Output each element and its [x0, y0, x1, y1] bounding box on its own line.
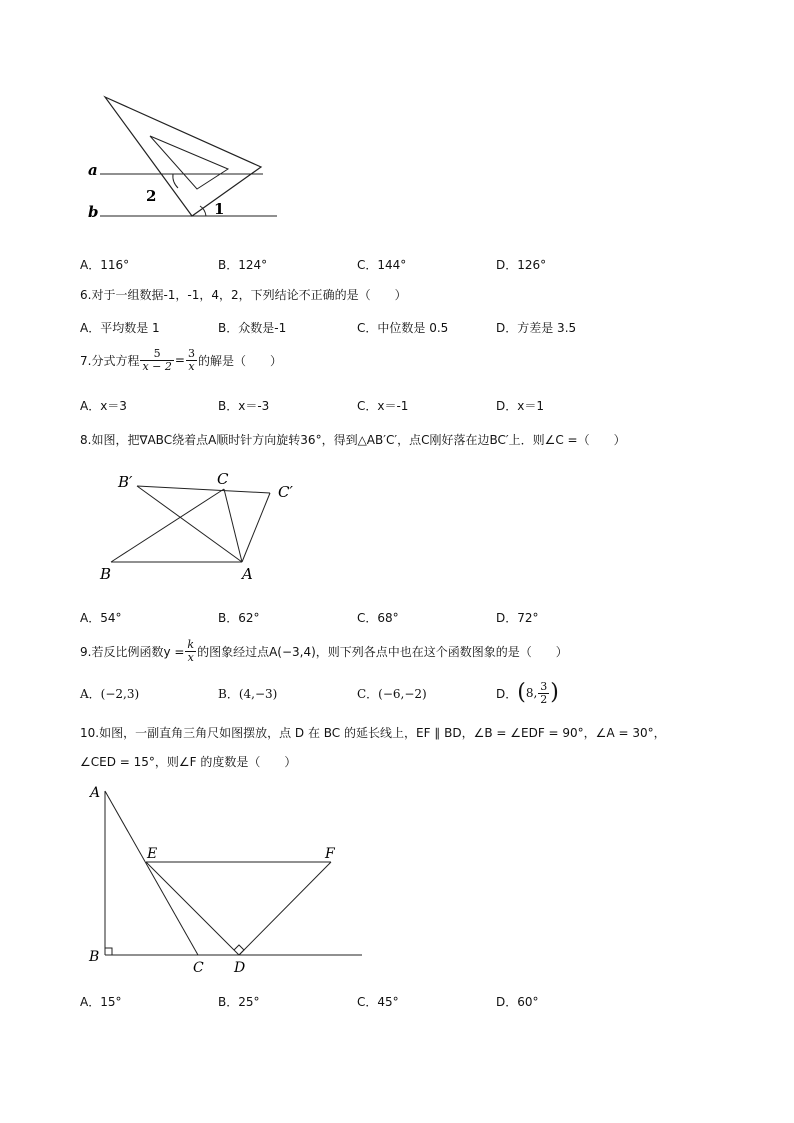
q10-option-c: C．45° [357, 995, 399, 1009]
q9-stem [80, 636, 568, 666]
q8-option-c: C．68° [357, 611, 399, 625]
label-1: 1 [214, 200, 225, 218]
q7-fraction-2-denominator: x [188, 359, 195, 373]
label-D: D [234, 960, 246, 976]
q9-option-d-denominator: 2 [540, 692, 548, 706]
q9-option-c: C．(−6,−2) [357, 687, 427, 701]
label-C: C [193, 960, 204, 976]
q7-fraction-1-denominator: x − 2 [142, 359, 172, 373]
triangle-ruler-inner [150, 136, 228, 189]
q5-figure [80, 90, 290, 230]
q7-option-a: A．x＝3 [80, 399, 127, 413]
q10-stem-line-2: ∠CED = 15°，则∠F 的度数是（ ） [80, 755, 297, 769]
q5-option-a: A．116° [80, 258, 130, 272]
q9-option-d-rparen: ) [550, 680, 559, 705]
label-C: C [217, 470, 229, 488]
right-angle-mark-D [234, 945, 244, 955]
q9-option-d-fraction [538, 681, 549, 706]
segment-B-C [111, 489, 224, 562]
label-b: b [88, 203, 99, 221]
q10-figure [80, 778, 380, 988]
segment-A-C [105, 791, 198, 955]
q7-option-c: C．x＝-1 [357, 399, 409, 413]
q9-option-b: B．(4,−3) [218, 687, 278, 701]
q7-option-b: B．x＝-3 [218, 399, 270, 413]
q8-option-a: A．54° [80, 611, 122, 625]
q8-option-d: D．72° [496, 611, 539, 625]
q9-option-d-x: 8, [525, 686, 538, 700]
q9-suffix: 的图象经过点A(−3,4)，则下列各点中也在这个函数图象的是（ ） [197, 644, 568, 659]
q7-fraction-2 [186, 348, 197, 373]
q9-option-d-prefix: D． [496, 686, 518, 701]
label-F: F [325, 846, 335, 862]
q10-stem-line-1: 10.如图，一副直角三角尺如图摆放，点 D 在 BC 的延长线上，EF ∥ BD，∠B = ∠EDF = 90°，∠A = 30°， [80, 726, 666, 740]
q8-option-b: B．62° [218, 611, 260, 625]
q7-equals: = [174, 353, 185, 367]
q6-option-b: B．众数是-1 [218, 321, 287, 335]
q7-suffix: 的解是（ ） [197, 353, 282, 368]
label-B-prime: B′ [118, 473, 133, 491]
q7-fraction-2-numerator: 3 [187, 346, 195, 360]
q7-stem [80, 345, 282, 375]
q6-option-c: C．中位数是 0.5 [357, 321, 449, 335]
label-A: A [90, 785, 101, 801]
q7-option-d: D．x＝1 [496, 399, 544, 413]
angle-2-arc [173, 174, 178, 188]
label-C-prime: C′ [278, 483, 293, 501]
label-B: B [100, 565, 112, 583]
triangle-ruler-outer [105, 97, 261, 216]
q10-option-b: B．25° [218, 995, 260, 1009]
q5-option-b: B．124° [218, 258, 268, 272]
q9-option-d [496, 676, 559, 710]
q10-option-d: D．60° [496, 995, 539, 1009]
q8-figure [90, 465, 320, 585]
label-A: A [242, 565, 253, 583]
q9-fraction-numerator: k [187, 637, 195, 651]
q5-option-d: D．126° [496, 258, 547, 272]
label-a: a [88, 161, 98, 179]
q5-option-c: C．144° [357, 258, 407, 272]
segment-E-D [146, 862, 239, 955]
q9-prefix: 9.若反比例函数y = [80, 644, 185, 659]
q6-option-d: D．方差是 3.5 [496, 321, 577, 335]
q10-option-a: A．15° [80, 995, 122, 1009]
q7-fraction-1 [140, 348, 173, 373]
label-E: E [147, 846, 158, 862]
segment-F-D [239, 862, 331, 955]
q7-fraction-1-numerator: 5 [140, 348, 173, 361]
q9-option-d-lparen: ( [517, 680, 526, 705]
q6-stem: 6.对于一组数据-1，-1，4，2，下列结论不正确的是（ ） [80, 288, 407, 302]
right-angle-mark-B [105, 948, 112, 955]
segment-C1-A [242, 493, 270, 562]
q9-fraction-denominator: x [187, 650, 194, 664]
label-2: 2 [146, 187, 157, 205]
q9-option-a: A．(−2,3) [80, 687, 140, 701]
q6-option-a: A．平均数是 1 [80, 321, 160, 335]
q9-option-d-numerator: 3 [540, 679, 548, 693]
label-B: B [89, 949, 100, 965]
q7-prefix: 7.分式方程 [80, 353, 140, 368]
q8-stem: 8.如图，把∇ABC绕着点A顺时针方向旋转36°，得到△AB′C′，点C刚好落在边BC′上．则∠C =（ ） [80, 433, 626, 447]
segment-B1-C1 [137, 486, 270, 493]
q9-fraction [185, 639, 196, 664]
